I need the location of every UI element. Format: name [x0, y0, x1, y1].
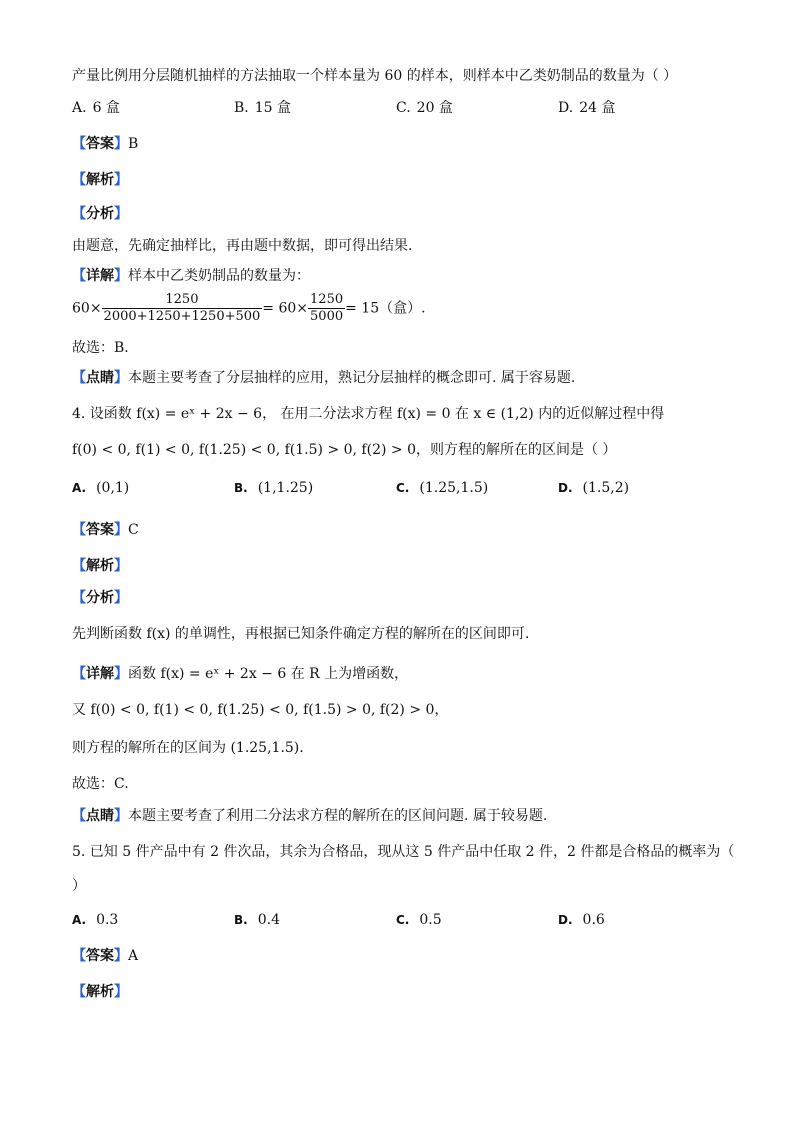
q3-option-c: C. 20 盒 — [396, 100, 453, 116]
q5-answer: 【答案】A — [72, 948, 139, 964]
q5-option-c: C. 0.5 — [396, 912, 442, 928]
q3-options — [72, 98, 722, 118]
q3-jiexi-tag: 【解析】 — [72, 172, 128, 188]
q4-option-a: A. (0,1) — [72, 480, 130, 496]
q4-then: 则方程的解所在的区间为 (1.25,1.5). — [72, 740, 304, 756]
q4-detail: 【详解】函数 f(x) = eˣ + 2x − 6 在 R 上为增函数， — [72, 666, 409, 682]
q3-formula: 60× $\frac{1250}{2000+1250+1250+500}$ = 60× $\frac{1250}{5000}$ = 15（盒）. — [72, 292, 426, 324]
q4-comment: 【点睛】本题主要考查了利用二分法求方程的解所在的区间问题. 属于较易题. — [72, 808, 548, 824]
q3-stem-tail: 产量比例用分层随机抽样的方法抽取一个样本量为 60 的样本，则样本中乙类奶制品的数量为（ ） — [72, 68, 678, 84]
q3-fraction-1: $\frac{1250}{2000+1250+1250+500}$ — [103, 292, 261, 324]
q4-stem-line1: 4. 设函数 f(x) = eˣ + 2x − 6， 在用二分法求方程 f(x) = 0 在 x ∈ (1,2) 内的近似解过程中得 — [72, 406, 665, 422]
q4-fenxi-tag: 【分析】 — [72, 590, 128, 606]
q3-option-b: B. 15 盒 — [234, 100, 292, 116]
q3-option-a: A. 6 盒 — [72, 100, 120, 116]
q5-option-b: B. 0.4 — [234, 912, 280, 928]
q4-options — [72, 478, 722, 498]
q3-fraction-2: $\frac{1250}{5000}$ — [310, 292, 344, 324]
q4-also: 又 f(0) < 0, f(1) < 0, f(1.25) < 0, f(1.5) > 0, f(2) > 0， — [72, 702, 449, 718]
q4-choose: 故选：C. — [72, 776, 129, 792]
q5-options — [72, 910, 722, 930]
q4-stem-line2: f(0) < 0, f(1) < 0, f(1.25) < 0, f(1.5) > 0, f(2) > 0，则方程的解所在的区间是（ ） — [72, 442, 617, 458]
q3-option-d: D. 24 盒 — [558, 100, 616, 116]
q4-analysis: 先判断函数 f(x) 的单调性，再根据已知条件确定方程的解所在的区间即可. — [72, 626, 530, 642]
q4-option-c: C. (1.25,1.5) — [396, 480, 489, 496]
q5-stem-line1: 5. 已知 5 件产品中有 2 件次品，其余为合格品，现从这 5 件产品中任取 2 件，2 件都是合格品的概率为（ — [72, 844, 735, 860]
q3-fenxi-tag: 【分析】 — [72, 206, 128, 222]
q3-choose: 故选：B. — [72, 340, 129, 356]
q4-option-d: D. (1.5,2) — [558, 480, 630, 496]
q3-comment: 【点睛】本题主要考查了分层抽样的应用，熟记分层抽样的概念即可. 属于容易题. — [72, 370, 576, 386]
q5-option-a: A. 0.3 — [72, 912, 119, 928]
q5-jiexi-tag: 【解析】 — [72, 984, 128, 1000]
q4-answer: 【答案】C — [72, 522, 139, 538]
q4-jiexi-tag: 【解析】 — [72, 558, 128, 574]
q5-stem-line2: ） — [72, 878, 86, 894]
q3-detail: 【详解】样本中乙类奶制品的数量为： — [72, 268, 310, 284]
q3-answer: 【答案】B — [72, 136, 139, 152]
q5-option-d: D. 0.6 — [558, 912, 605, 928]
q4-option-b: B. (1,1.25) — [234, 480, 314, 496]
q3-analysis: 由题意，先确定抽样比，再由题中数据，即可得出结果. — [72, 238, 413, 254]
